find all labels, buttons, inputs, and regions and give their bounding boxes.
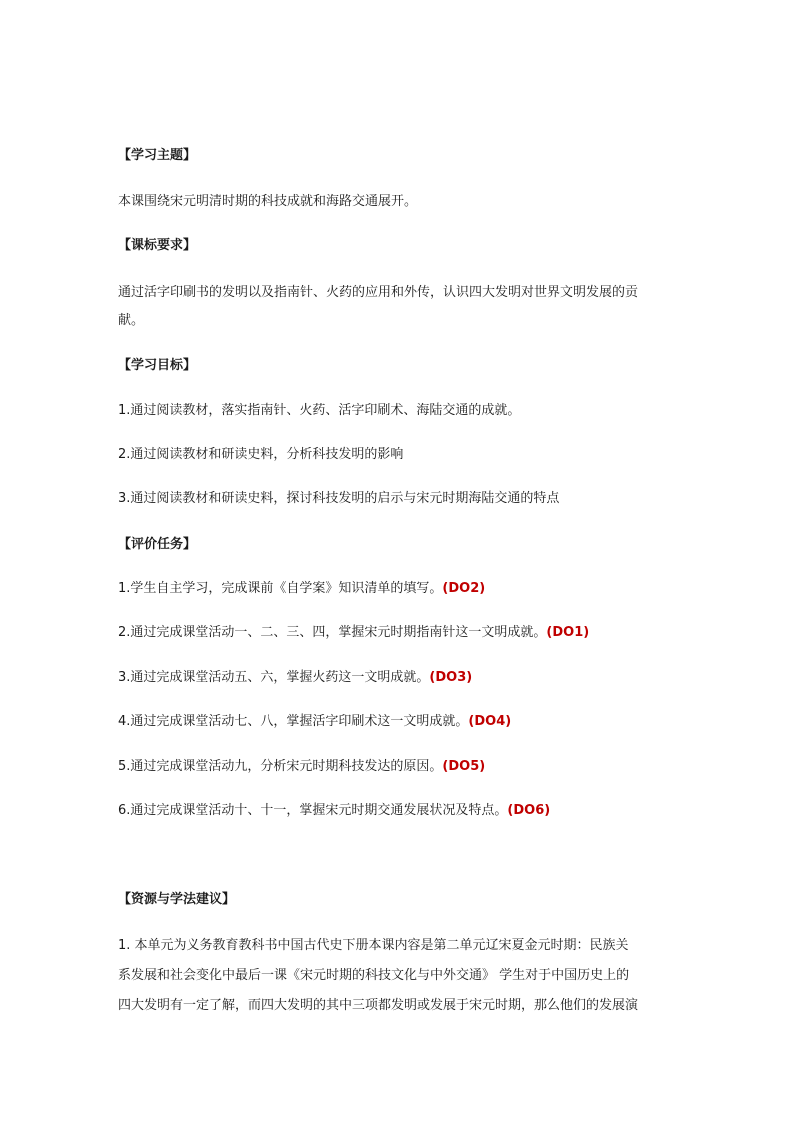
task-item: [118, 757, 678, 777]
task-text: 4.通过完成课堂活动七、八，掌握活字印刷术这一文明成就。: [118, 714, 469, 729]
task-item: [118, 623, 678, 643]
resources-paragraph-line1: 1. 本单元为义务教育教科书中国古代史下册本课内容是第二单元辽宋夏金元时期：民族关: [118, 938, 629, 953]
task-code: (DO1): [546, 625, 590, 640]
task-code: (DO2): [442, 581, 486, 596]
goal-item: 1.通过阅读教材，落实指南针、火药、活字印刷术、海陆交通的成就。: [118, 403, 521, 418]
task-text: 2.通过完成课堂活动一、二、三、四，掌握宋元时期指南针这一文明成就。: [118, 625, 547, 640]
task-text: 6.通过完成课堂活动十、十一，掌握宋元时期交通发展状况及特点。: [118, 803, 508, 818]
goals-heading: 【学习目标】: [118, 358, 197, 373]
task-code: (DO3): [429, 670, 473, 685]
tasks-heading: 【评价任务】: [118, 537, 197, 552]
task-code: (DO6): [507, 803, 551, 818]
resources-paragraph-line2: 系发展和社会变化中最后一课《宋元时期的科技文化与中外交通》 学生对于中国历史上的: [118, 968, 630, 983]
topic-heading: 【学习主题】: [118, 148, 197, 163]
task-text: 5.通过完成课堂活动九，分析宋元时期科技发达的原因。: [118, 759, 443, 774]
resources-paragraph-line3: 四大发明有一定了解，而四大发明的其中三项都发明或发展于宋元时期，那么他们的发展演: [118, 998, 639, 1013]
task-text: 1.学生自主学习，完成课前《自学案》知识清单的填写。: [118, 581, 443, 596]
goal-item: 3.通过阅读教材和研读史料，探讨科技发明的启示与宋元时期海陆交通的特点: [118, 491, 560, 506]
topic-text: 本课围绕宋元明清时期的科技成就和海路交通展开。: [118, 194, 418, 209]
resources-heading: 【资源与学法建议】: [118, 892, 236, 907]
standard-heading: 【课标要求】: [118, 238, 197, 253]
task-item: [118, 712, 678, 732]
standard-text-line1: 通过活字印刷书的发明以及指南针、火药的应用和外传，认识四大发明对世界文明发展的贡: [118, 285, 639, 300]
task-text: 3.通过完成课堂活动五、六，掌握火药这一文明成就。: [118, 670, 430, 685]
standard-text-line2: 献。: [118, 313, 145, 328]
task-code: (DO5): [442, 759, 486, 774]
task-item: [118, 579, 678, 599]
goal-item: 2.通过阅读教材和研读史料，分析科技发明的影响: [118, 447, 404, 462]
task-code: (DO4): [468, 714, 512, 729]
task-item: [118, 801, 678, 821]
task-item: [118, 668, 678, 688]
